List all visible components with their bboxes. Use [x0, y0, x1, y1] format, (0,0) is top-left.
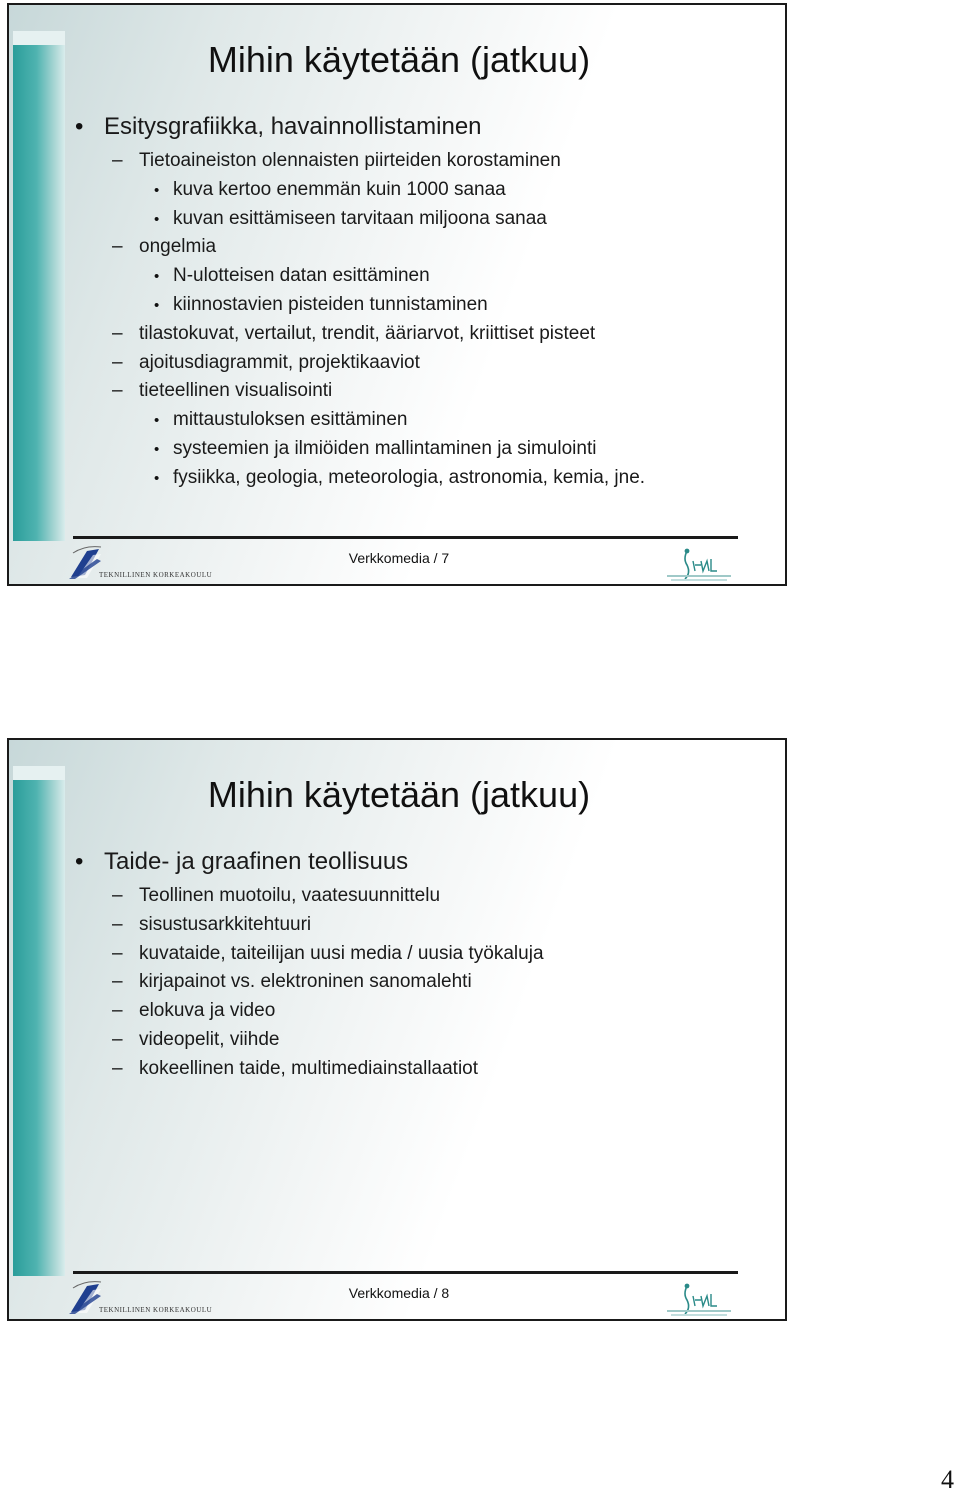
- bullet-marker: –: [112, 942, 123, 964]
- bullet-item: sisustusarkkitehtuuri: [139, 913, 312, 935]
- bullet-marker: •: [154, 412, 160, 430]
- bullet-item: tieteellinen visualisointi: [139, 380, 333, 402]
- slide-footer: Verkkomedia / 8: [348, 1285, 450, 1301]
- bullet-item: elokuva ja video: [139, 1000, 276, 1022]
- bullet-item: N-ulotteisen datan esittäminen: [173, 265, 430, 287]
- slide-1: [7, 3, 787, 586]
- slide-footer: Verkkomedia / 7: [348, 550, 450, 566]
- department-logo-icon: [661, 545, 737, 585]
- university-logo-text: TEKNILLINEN KORKEAKOULU: [99, 1306, 213, 1314]
- bullet-item: kiinnostavien pisteiden tunnistaminen: [173, 294, 488, 315]
- bullet-item: ajoitusdiagrammit, projektikaaviot: [139, 351, 420, 373]
- bullet-item: tilastokuvat, vertailut, trendit, ääriarvot, kriittiset pisteet: [139, 322, 596, 344]
- slide-sidebar-decoration: [13, 31, 65, 541]
- bullet-marker: –: [112, 1000, 123, 1022]
- bullet-item: Tietoaineiston olennaisten piirteiden korostaminen: [139, 150, 561, 171]
- bullet-item: kuva kertoo enemmän kuin 1000 sanaa: [173, 178, 506, 200]
- bullet-item: videopelit, viihde: [139, 1029, 280, 1050]
- bullet-marker: •: [75, 113, 84, 140]
- bullet-marker: –: [112, 885, 123, 906]
- bullet-marker: –: [112, 1057, 123, 1079]
- bullet-item: systeemien ja ilmiöiden mallintaminen ja simulointi: [173, 438, 597, 459]
- slide-title: Mihin käytetään (jatkuu): [207, 39, 591, 80]
- page-number: 4: [941, 1465, 954, 1494]
- bullet-item: kokeellinen taide, multimediainstallaatiot: [139, 1057, 479, 1079]
- bullet-marker: –: [112, 236, 123, 258]
- bullet-marker: •: [154, 268, 160, 286]
- bullet-item: kuvan esittämiseen tarvitaan miljoona sanaa: [173, 207, 547, 229]
- bullet-item: kirjapainot vs. elektroninen sanomalehti: [139, 971, 472, 993]
- slide-title: Mihin käytetään (jatkuu): [207, 774, 591, 815]
- bullet-marker: –: [112, 971, 123, 993]
- bullet-marker: –: [112, 150, 123, 171]
- bullet-marker: •: [75, 848, 84, 875]
- slide-sidebar-decoration: [13, 766, 65, 1276]
- bullet-marker: –: [112, 322, 123, 344]
- bullet-marker: –: [112, 913, 123, 935]
- footer-divider: [73, 536, 738, 539]
- bullet-marker: –: [112, 380, 123, 402]
- footer-divider: [73, 1271, 738, 1274]
- university-logo-text: TEKNILLINEN KORKEAKOULU: [99, 571, 213, 579]
- bullet-marker: –: [112, 1029, 123, 1050]
- bullet-item: mittaustuloksen esittäminen: [173, 409, 408, 431]
- bullet-marker: –: [112, 351, 123, 373]
- bullet-marker: •: [154, 441, 160, 458]
- bullet-marker: •: [154, 297, 160, 314]
- bullet-item: Teollinen muotoilu, vaatesuunnittelu: [139, 885, 441, 906]
- bullet-item: ongelmia: [139, 236, 217, 258]
- bullet-marker: •: [154, 181, 160, 199]
- bullet-heading: Esitysgrafiikka, havainnollistaminen: [104, 113, 482, 140]
- bullet-item: kuvataide, taiteilijan uusi media / uusia työkaluja: [139, 942, 544, 964]
- department-logo-icon: [661, 1280, 737, 1320]
- bullet-marker: •: [154, 210, 160, 228]
- bullet-heading: Taide- ja graafinen teollisuus: [104, 848, 409, 875]
- slide-2: [7, 738, 787, 1321]
- bullet-item: fysiikka, geologia, meteorologia, astronomia, kemia, jne.: [173, 466, 646, 488]
- bullet-marker: •: [154, 469, 160, 487]
